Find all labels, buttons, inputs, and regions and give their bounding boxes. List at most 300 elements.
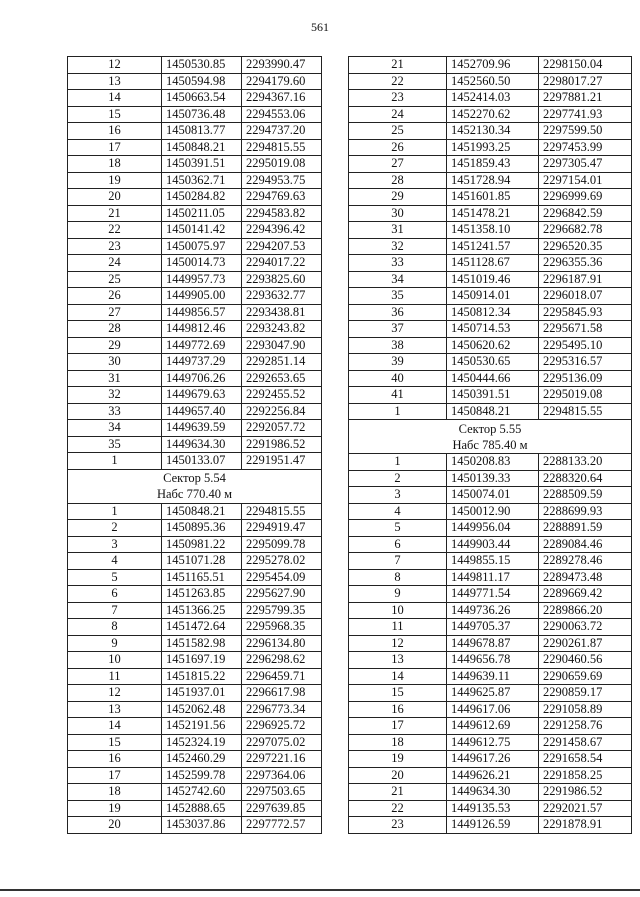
y-coordinate-cell: 2296773.34 xyxy=(242,701,322,718)
x-coordinate-cell: 1451993.25 xyxy=(447,139,539,156)
x-coordinate-cell: 1450848.21 xyxy=(162,139,242,156)
point-number-cell: 26 xyxy=(68,288,162,305)
table-row xyxy=(68,90,322,107)
x-coordinate-cell: 1450075.97 xyxy=(162,238,242,255)
y-coordinate-cell: 2293047.90 xyxy=(242,337,322,354)
table-row xyxy=(68,685,322,702)
x-coordinate-cell: 1449617.26 xyxy=(447,751,539,768)
x-coordinate-cell: 1451601.85 xyxy=(447,189,539,206)
table-row xyxy=(68,123,322,140)
table-row xyxy=(349,205,632,222)
x-coordinate-cell: 1451815.22 xyxy=(162,668,242,685)
y-coordinate-cell: 2298150.04 xyxy=(539,57,632,74)
point-number-cell: 28 xyxy=(349,172,447,189)
table-row xyxy=(68,420,322,437)
y-coordinate-cell: 2294953.75 xyxy=(242,172,322,189)
x-coordinate-cell: 1451472.64 xyxy=(162,619,242,636)
y-coordinate-cell: 2298017.27 xyxy=(539,73,632,90)
table-row xyxy=(68,784,322,801)
point-number-cell: 6 xyxy=(349,536,447,553)
table-row xyxy=(68,817,322,834)
table-row xyxy=(68,387,322,404)
table-row xyxy=(349,635,632,652)
y-coordinate-cell: 2288891.59 xyxy=(539,520,632,537)
point-number-cell: 34 xyxy=(349,271,447,288)
y-coordinate-cell: 2297154.01 xyxy=(539,172,632,189)
point-number-cell: 16 xyxy=(68,123,162,140)
table-row xyxy=(349,288,632,305)
table-row xyxy=(349,470,632,487)
y-coordinate-cell: 2294815.55 xyxy=(242,139,322,156)
table-row xyxy=(349,701,632,718)
table-row xyxy=(349,370,632,387)
point-number-cell: 36 xyxy=(349,304,447,321)
table-row xyxy=(349,734,632,751)
y-coordinate-cell: 2297503.65 xyxy=(242,784,322,801)
table-row xyxy=(349,90,632,107)
point-number-cell: 14 xyxy=(349,668,447,685)
x-coordinate-cell: 1449634.30 xyxy=(162,436,242,453)
table-row xyxy=(349,586,632,603)
table-row xyxy=(68,288,322,305)
table-row xyxy=(349,503,632,520)
point-number-cell: 10 xyxy=(349,602,447,619)
point-number-cell: 41 xyxy=(349,387,447,404)
section-header-cell xyxy=(68,469,322,503)
table-row xyxy=(68,321,322,338)
table-row xyxy=(68,304,322,321)
x-coordinate-cell: 1449617.06 xyxy=(447,701,539,718)
x-coordinate-cell: 1450895.36 xyxy=(162,520,242,537)
x-coordinate-cell: 1451366.25 xyxy=(162,602,242,619)
point-number-cell: 12 xyxy=(68,57,162,74)
point-number-cell: 12 xyxy=(349,635,447,652)
x-coordinate-cell: 1452888.65 xyxy=(162,800,242,817)
table-row xyxy=(68,553,322,570)
y-coordinate-cell: 2296459.71 xyxy=(242,668,322,685)
x-coordinate-cell: 1449957.73 xyxy=(162,271,242,288)
table-body-right xyxy=(349,57,632,834)
y-coordinate-cell: 2295316.57 xyxy=(539,354,632,371)
section-title: Сектор 5.54 xyxy=(163,471,226,485)
table-row xyxy=(68,370,322,387)
table-row xyxy=(349,602,632,619)
y-coordinate-cell: 2290261.87 xyxy=(539,635,632,652)
x-coordinate-cell: 1451937.01 xyxy=(162,685,242,702)
y-coordinate-cell: 2294583.82 xyxy=(242,205,322,222)
table-row xyxy=(349,520,632,537)
x-coordinate-cell: 1449679.63 xyxy=(162,387,242,404)
point-number-cell: 18 xyxy=(349,734,447,751)
y-coordinate-cell: 2295099.78 xyxy=(242,536,322,553)
coordinates-table-right xyxy=(348,56,632,834)
x-coordinate-cell: 1450014.73 xyxy=(162,255,242,272)
y-coordinate-cell: 2290460.56 xyxy=(539,652,632,669)
y-coordinate-cell: 2296355.36 xyxy=(539,255,632,272)
point-number-cell: 23 xyxy=(349,817,447,834)
x-coordinate-cell: 1449626.21 xyxy=(447,767,539,784)
point-number-cell: 29 xyxy=(68,337,162,354)
y-coordinate-cell: 2296682.78 xyxy=(539,222,632,239)
table-row xyxy=(68,271,322,288)
point-number-cell: 19 xyxy=(349,751,447,768)
x-coordinate-cell: 1451582.98 xyxy=(162,635,242,652)
page-bottom-border xyxy=(0,889,640,891)
y-coordinate-cell: 2294207.53 xyxy=(242,238,322,255)
point-number-cell: 27 xyxy=(68,304,162,321)
x-coordinate-cell: 1449705.37 xyxy=(447,619,539,636)
section-header-row xyxy=(68,469,322,503)
point-number-cell: 7 xyxy=(349,553,447,570)
point-number-cell: 28 xyxy=(68,321,162,338)
table-row xyxy=(349,619,632,636)
point-number-cell: 12 xyxy=(68,685,162,702)
table-row xyxy=(68,106,322,123)
table-row xyxy=(68,403,322,420)
table-row xyxy=(349,569,632,586)
y-coordinate-cell: 2297772.57 xyxy=(242,817,322,834)
x-coordinate-cell: 1451165.51 xyxy=(162,569,242,586)
x-coordinate-cell: 1450012.90 xyxy=(447,503,539,520)
point-number-cell: 1 xyxy=(68,503,162,520)
y-coordinate-cell: 2296520.35 xyxy=(539,238,632,255)
point-number-cell: 32 xyxy=(68,387,162,404)
y-coordinate-cell: 2297599.50 xyxy=(539,123,632,140)
point-number-cell: 21 xyxy=(349,784,447,801)
point-number-cell: 39 xyxy=(349,354,447,371)
point-number-cell: 24 xyxy=(68,255,162,272)
y-coordinate-cell: 2291058.89 xyxy=(539,701,632,718)
point-number-cell: 20 xyxy=(349,767,447,784)
point-number-cell: 2 xyxy=(68,520,162,537)
y-coordinate-cell: 2296298.62 xyxy=(242,652,322,669)
point-number-cell: 22 xyxy=(349,73,447,90)
x-coordinate-cell: 1450530.65 xyxy=(447,354,539,371)
x-coordinate-cell: 1450530.85 xyxy=(162,57,242,74)
x-coordinate-cell: 1452270.62 xyxy=(447,106,539,123)
table-row xyxy=(68,635,322,652)
y-coordinate-cell: 2292057.72 xyxy=(242,420,322,437)
x-coordinate-cell: 1449612.69 xyxy=(447,718,539,735)
table-row xyxy=(68,205,322,222)
x-coordinate-cell: 1451128.67 xyxy=(447,255,539,272)
table-body-left xyxy=(68,57,322,834)
point-number-cell: 30 xyxy=(68,354,162,371)
point-number-cell: 26 xyxy=(349,139,447,156)
x-coordinate-cell: 1451263.85 xyxy=(162,586,242,603)
table-row xyxy=(349,718,632,735)
point-number-cell: 19 xyxy=(68,172,162,189)
point-number-cell: 4 xyxy=(68,553,162,570)
point-number-cell: 25 xyxy=(349,123,447,140)
point-number-cell: 20 xyxy=(68,817,162,834)
table-row xyxy=(68,602,322,619)
table-row xyxy=(349,800,632,817)
x-coordinate-cell: 1449657.40 xyxy=(162,403,242,420)
y-coordinate-cell: 2295799.35 xyxy=(242,602,322,619)
x-coordinate-cell: 1451358.10 xyxy=(447,222,539,239)
table-row xyxy=(349,238,632,255)
point-number-cell: 29 xyxy=(349,189,447,206)
table-row xyxy=(349,536,632,553)
x-coordinate-cell: 1451697.19 xyxy=(162,652,242,669)
point-number-cell: 35 xyxy=(349,288,447,305)
table-row xyxy=(68,222,322,239)
x-coordinate-cell: 1450074.01 xyxy=(447,487,539,504)
x-coordinate-cell: 1452191.56 xyxy=(162,718,242,735)
point-number-cell: 1 xyxy=(68,453,162,470)
point-number-cell: 35 xyxy=(68,436,162,453)
table-row xyxy=(349,222,632,239)
section-area: Набс 770.40 м xyxy=(156,487,233,501)
x-coordinate-cell: 1449737.29 xyxy=(162,354,242,371)
y-coordinate-cell: 2297305.47 xyxy=(539,156,632,173)
y-coordinate-cell: 2296999.69 xyxy=(539,189,632,206)
y-coordinate-cell: 2294769.63 xyxy=(242,189,322,206)
x-coordinate-cell: 1449126.59 xyxy=(447,817,539,834)
point-number-cell: 17 xyxy=(68,139,162,156)
point-number-cell: 16 xyxy=(349,701,447,718)
x-coordinate-cell: 1452599.78 xyxy=(162,767,242,784)
point-number-cell: 15 xyxy=(68,106,162,123)
x-coordinate-cell: 1449625.87 xyxy=(447,685,539,702)
y-coordinate-cell: 2291458.67 xyxy=(539,734,632,751)
x-coordinate-cell: 1451241.57 xyxy=(447,238,539,255)
y-coordinate-cell: 2291951.47 xyxy=(242,453,322,470)
point-number-cell: 21 xyxy=(349,57,447,74)
point-number-cell: 24 xyxy=(349,106,447,123)
point-number-cell: 11 xyxy=(68,668,162,685)
table-row xyxy=(68,751,322,768)
table-row xyxy=(349,403,632,420)
x-coordinate-cell: 1449656.78 xyxy=(447,652,539,669)
y-coordinate-cell: 2292851.14 xyxy=(242,354,322,371)
point-number-cell: 6 xyxy=(68,586,162,603)
table-row xyxy=(349,817,632,834)
x-coordinate-cell: 1449736.26 xyxy=(447,602,539,619)
x-coordinate-cell: 1450594.98 xyxy=(162,73,242,90)
x-coordinate-cell: 1452560.50 xyxy=(447,73,539,90)
table-row xyxy=(349,57,632,74)
point-number-cell: 9 xyxy=(68,635,162,652)
y-coordinate-cell: 2297221.16 xyxy=(242,751,322,768)
table-row xyxy=(68,800,322,817)
table-row xyxy=(68,718,322,735)
x-coordinate-cell: 1450139.33 xyxy=(447,470,539,487)
table-row xyxy=(68,586,322,603)
table-row xyxy=(68,503,322,520)
y-coordinate-cell: 2294179.60 xyxy=(242,73,322,90)
x-coordinate-cell: 1451019.46 xyxy=(447,271,539,288)
point-number-cell: 15 xyxy=(68,734,162,751)
table-row xyxy=(349,454,632,471)
y-coordinate-cell: 2297075.02 xyxy=(242,734,322,751)
table-row xyxy=(349,337,632,354)
x-coordinate-cell: 1450848.21 xyxy=(162,503,242,520)
table-row xyxy=(68,701,322,718)
point-number-cell: 30 xyxy=(349,205,447,222)
table-row xyxy=(349,123,632,140)
table-row xyxy=(349,255,632,272)
section-area: Набс 785.40 м xyxy=(452,437,528,452)
table-row xyxy=(68,57,322,74)
table-row xyxy=(68,569,322,586)
point-number-cell: 13 xyxy=(68,701,162,718)
y-coordinate-cell: 2295019.08 xyxy=(242,156,322,173)
table-row xyxy=(68,767,322,784)
point-number-cell: 33 xyxy=(68,403,162,420)
table-row xyxy=(68,734,322,751)
x-coordinate-cell: 1452742.60 xyxy=(162,784,242,801)
y-coordinate-cell: 2293825.60 xyxy=(242,271,322,288)
y-coordinate-cell: 2290859.17 xyxy=(539,685,632,702)
table-row xyxy=(349,767,632,784)
x-coordinate-cell: 1450133.07 xyxy=(162,453,242,470)
y-coordinate-cell: 2291986.52 xyxy=(242,436,322,453)
y-coordinate-cell: 2295019.08 xyxy=(539,387,632,404)
point-number-cell: 16 xyxy=(68,751,162,768)
y-coordinate-cell: 2289278.46 xyxy=(539,553,632,570)
point-number-cell: 18 xyxy=(68,156,162,173)
x-coordinate-cell: 1449706.26 xyxy=(162,370,242,387)
coordinates-table-left xyxy=(67,56,322,834)
y-coordinate-cell: 2288699.93 xyxy=(539,503,632,520)
x-coordinate-cell: 1452062.48 xyxy=(162,701,242,718)
table-row xyxy=(349,685,632,702)
point-number-cell: 9 xyxy=(349,586,447,603)
table-row xyxy=(349,139,632,156)
table-row xyxy=(349,553,632,570)
point-number-cell: 2 xyxy=(349,470,447,487)
y-coordinate-cell: 2296187.91 xyxy=(539,271,632,288)
y-coordinate-cell: 2289473.48 xyxy=(539,569,632,586)
point-number-cell: 8 xyxy=(349,569,447,586)
y-coordinate-cell: 2296842.59 xyxy=(539,205,632,222)
x-coordinate-cell: 1453037.86 xyxy=(162,817,242,834)
page-number: 561 xyxy=(311,20,329,34)
y-coordinate-cell: 2293438.81 xyxy=(242,304,322,321)
y-coordinate-cell: 2294553.06 xyxy=(242,106,322,123)
table-row xyxy=(349,784,632,801)
table-row xyxy=(349,156,632,173)
y-coordinate-cell: 2293243.82 xyxy=(242,321,322,338)
table-row xyxy=(349,652,632,669)
x-coordinate-cell: 1450620.62 xyxy=(447,337,539,354)
point-number-cell: 37 xyxy=(349,321,447,338)
y-coordinate-cell: 2295495.10 xyxy=(539,337,632,354)
section-title: Сектор 5.55 xyxy=(458,421,522,436)
table-row xyxy=(68,520,322,537)
point-number-cell: 34 xyxy=(68,420,162,437)
point-number-cell: 8 xyxy=(68,619,162,636)
y-coordinate-cell: 2294919.47 xyxy=(242,520,322,537)
x-coordinate-cell: 1450141.42 xyxy=(162,222,242,239)
table-row xyxy=(68,337,322,354)
point-number-cell: 14 xyxy=(68,718,162,735)
x-coordinate-cell: 1450981.22 xyxy=(162,536,242,553)
point-number-cell: 27 xyxy=(349,156,447,173)
y-coordinate-cell: 2292021.57 xyxy=(539,800,632,817)
y-coordinate-cell: 2295845.93 xyxy=(539,304,632,321)
y-coordinate-cell: 2294737.20 xyxy=(242,123,322,140)
x-coordinate-cell: 1449772.69 xyxy=(162,337,242,354)
y-coordinate-cell: 2292653.65 xyxy=(242,370,322,387)
y-coordinate-cell: 2289866.20 xyxy=(539,602,632,619)
y-coordinate-cell: 2288320.64 xyxy=(539,470,632,487)
x-coordinate-cell: 1451478.21 xyxy=(447,205,539,222)
y-coordinate-cell: 2290659.69 xyxy=(539,668,632,685)
y-coordinate-cell: 2296617.98 xyxy=(242,685,322,702)
table-row xyxy=(68,652,322,669)
y-coordinate-cell: 2295968.35 xyxy=(242,619,322,636)
y-coordinate-cell: 2297364.06 xyxy=(242,767,322,784)
y-coordinate-cell: 2292256.84 xyxy=(242,403,322,420)
table-row xyxy=(68,73,322,90)
section-header-row xyxy=(349,420,632,454)
y-coordinate-cell: 2291258.76 xyxy=(539,718,632,735)
x-coordinate-cell: 1450284.82 xyxy=(162,189,242,206)
y-coordinate-cell: 2295671.58 xyxy=(539,321,632,338)
x-coordinate-cell: 1450812.34 xyxy=(447,304,539,321)
y-coordinate-cell: 2291858.25 xyxy=(539,767,632,784)
y-coordinate-cell: 2297453.99 xyxy=(539,139,632,156)
y-coordinate-cell: 2294815.55 xyxy=(242,503,322,520)
y-coordinate-cell: 2295454.09 xyxy=(242,569,322,586)
table-row xyxy=(349,271,632,288)
y-coordinate-cell: 2293632.77 xyxy=(242,288,322,305)
table-row xyxy=(349,73,632,90)
point-number-cell: 13 xyxy=(68,73,162,90)
x-coordinate-cell: 1451071.28 xyxy=(162,553,242,570)
x-coordinate-cell: 1451859.43 xyxy=(447,156,539,173)
point-number-cell: 5 xyxy=(68,569,162,586)
point-number-cell: 11 xyxy=(349,619,447,636)
x-coordinate-cell: 1450362.71 xyxy=(162,172,242,189)
x-coordinate-cell: 1450208.83 xyxy=(447,454,539,471)
table-row xyxy=(68,238,322,255)
table-row xyxy=(68,139,322,156)
table-row xyxy=(68,255,322,272)
x-coordinate-cell: 1449639.11 xyxy=(447,668,539,685)
point-number-cell: 13 xyxy=(349,652,447,669)
x-coordinate-cell: 1449856.57 xyxy=(162,304,242,321)
y-coordinate-cell: 2297881.21 xyxy=(539,90,632,107)
x-coordinate-cell: 1452709.96 xyxy=(447,57,539,74)
point-number-cell: 25 xyxy=(68,271,162,288)
table-row xyxy=(349,106,632,123)
x-coordinate-cell: 1449634.30 xyxy=(447,784,539,801)
point-number-cell: 5 xyxy=(349,520,447,537)
x-coordinate-cell: 1449903.44 xyxy=(447,536,539,553)
table-row xyxy=(349,387,632,404)
point-number-cell: 38 xyxy=(349,337,447,354)
y-coordinate-cell: 2291878.91 xyxy=(539,817,632,834)
y-coordinate-cell: 2289084.46 xyxy=(539,536,632,553)
x-coordinate-cell: 1449639.59 xyxy=(162,420,242,437)
y-coordinate-cell: 2295278.02 xyxy=(242,553,322,570)
table-row xyxy=(349,304,632,321)
x-coordinate-cell: 1450211.05 xyxy=(162,205,242,222)
y-coordinate-cell: 2291658.54 xyxy=(539,751,632,768)
point-number-cell: 18 xyxy=(68,784,162,801)
table-row xyxy=(349,189,632,206)
table-row xyxy=(68,156,322,173)
point-number-cell: 31 xyxy=(68,370,162,387)
x-coordinate-cell: 1452130.34 xyxy=(447,123,539,140)
table-row xyxy=(68,436,322,453)
point-number-cell: 14 xyxy=(68,90,162,107)
point-number-cell: 23 xyxy=(68,238,162,255)
